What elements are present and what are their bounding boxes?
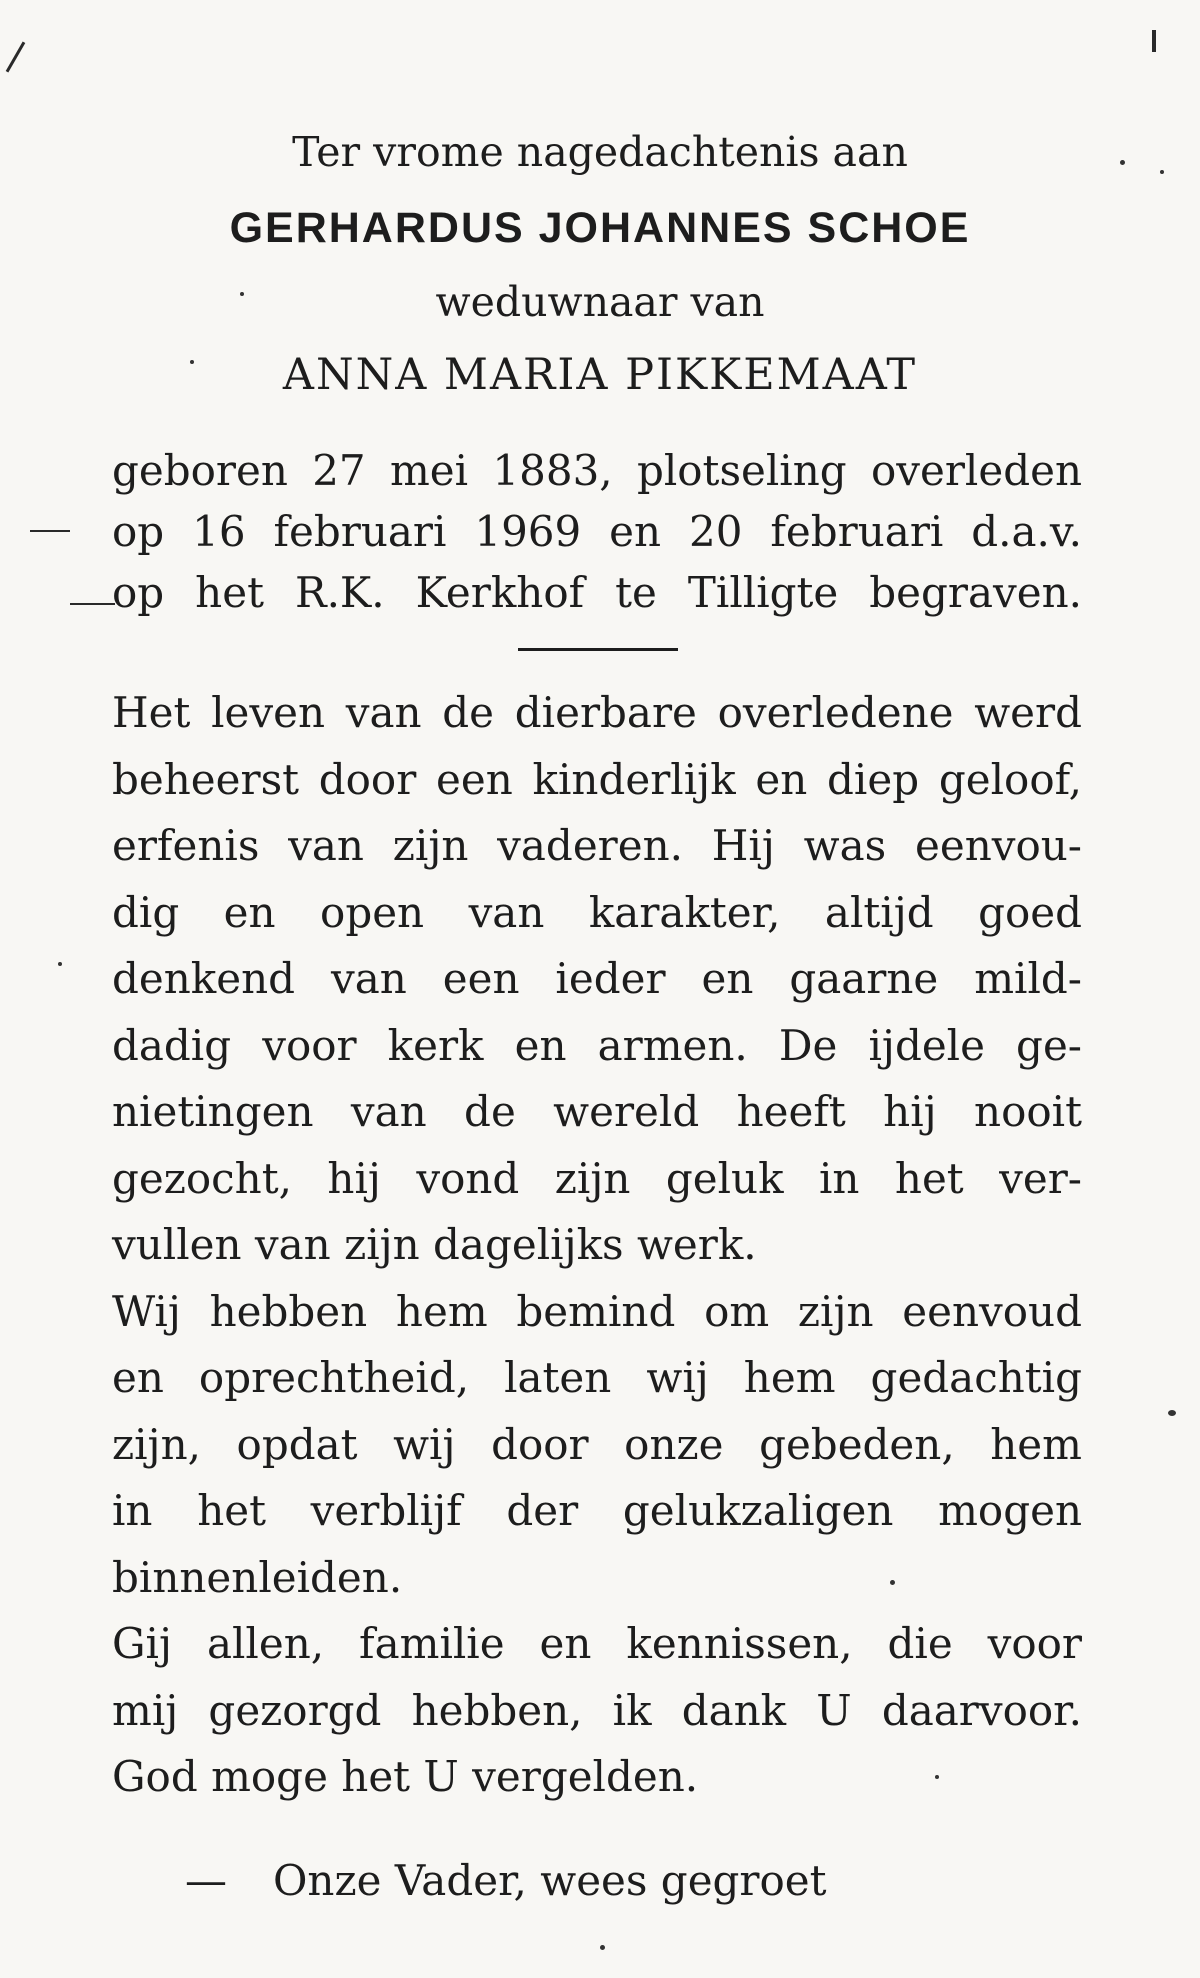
eulogy-line: dig en open van karakter, altijd goed <box>112 887 1082 937</box>
spouse-name: ANNA MARIA PIKKEMAAT <box>282 350 918 400</box>
eulogy-line: erfenis van zijn vaderen. Hij was eenvou- <box>112 821 1082 870</box>
eulogy-line: beheerst door een kinderlijk en diep geloof, <box>112 754 1082 804</box>
relation-text: weduwnaar van <box>435 278 765 326</box>
eulogy-line: denkend van een ieder en gaarne mild- <box>112 954 1082 1003</box>
card-intro: Ter vrome nagedachtenis aan <box>292 128 908 176</box>
eulogy-line: vullen van zijn dagelijks werk. <box>112 1220 757 1269</box>
eulogy-line: en oprechtheid, laten wij hem gedachtig <box>112 1353 1082 1402</box>
eulogy-line: gezocht, hij vond zijn geluk in het ver- <box>112 1153 1082 1203</box>
eulogy-text <box>112 680 1082 1811</box>
dates-line: op het R.K. Kerkhof te Tilligte begraven. <box>112 568 1082 617</box>
eulogy-line: God moge het U vergelden. <box>112 1752 699 1801</box>
eulogy-line: in het verblijf der gelukzaligen mogen <box>112 1486 1082 1535</box>
eulogy-line: Wij hebben hem bemind om zijn eenvoud <box>112 1286 1082 1336</box>
eulogy-line: binnenleiden. <box>112 1552 403 1602</box>
scan-mark <box>1152 30 1156 52</box>
dates-line: geboren 27 mei 1883, plotseling overleden <box>112 446 1082 495</box>
scan-speck <box>1160 170 1164 174</box>
prayer-dash: — <box>185 1856 227 1905</box>
scan-mark <box>6 42 26 73</box>
scan-speck <box>58 962 62 966</box>
eulogy-line: Gij allen, familie en kennissen, die voor <box>112 1619 1082 1668</box>
scan-speck <box>1168 1410 1176 1416</box>
scan-speck <box>600 1945 605 1950</box>
divider-rule <box>518 648 678 651</box>
deceased-name: GERHARDUS JOHANNES SCHOE <box>229 204 971 252</box>
dates-line: op 16 februari 1969 en 20 februari d.a.v. <box>112 507 1082 556</box>
scan-mark <box>30 530 70 532</box>
eulogy-line: nietingen van de wereld heeft hij nooit <box>112 1087 1082 1136</box>
closing-prayer <box>185 1856 827 1905</box>
scan-mark <box>70 603 115 605</box>
eulogy-line: dadig voor kerk en armen. De ijdele ge- <box>112 1020 1082 1070</box>
eulogy-line: mij gezorgd hebben, ik dank U daarvoor. <box>112 1685 1082 1735</box>
scan-speck <box>1120 160 1125 165</box>
eulogy-line: zijn, opdat wij door onze gebeden, hem <box>112 1419 1082 1469</box>
life-dates <box>112 440 1082 623</box>
eulogy-line: Het leven van de dierbare overledene werd <box>112 688 1082 737</box>
prayer-text: Onze Vader, wees gegroet <box>273 1856 827 1905</box>
